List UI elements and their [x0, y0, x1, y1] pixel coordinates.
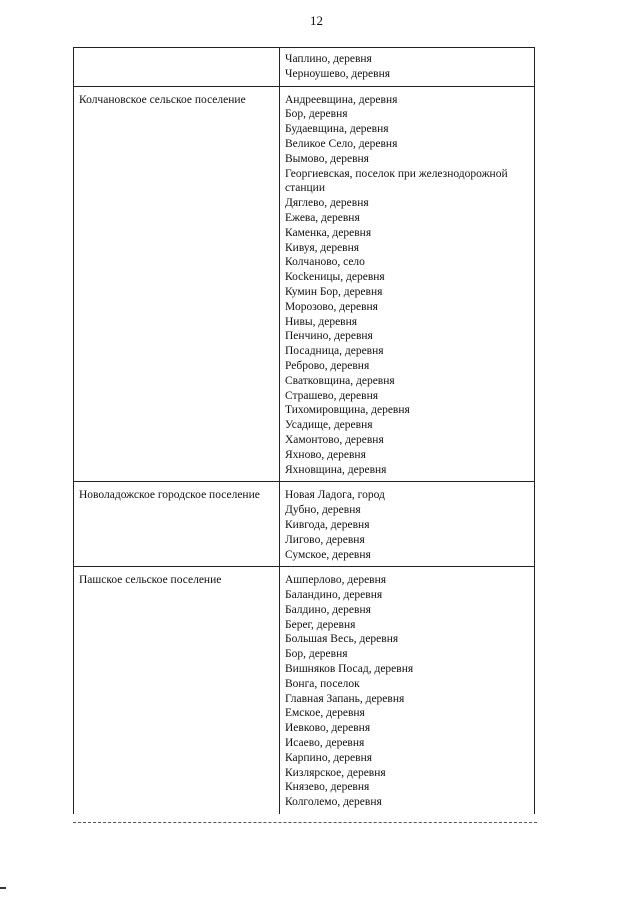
settlement-name-cell: Пашское сельское поселение	[74, 567, 280, 814]
localities-cell	[280, 567, 535, 814]
locality-item: Будаевщина, деревня	[285, 123, 389, 136]
locality-item: Посадница, деревня	[285, 345, 384, 358]
locality-item: Георгиевская, поселок при железнодорожной станции	[285, 167, 508, 195]
locality-item: Великое Село, деревня	[285, 137, 398, 150]
locality-item: Косkеницы, деревня	[285, 271, 385, 284]
locality-item: Пенчино, деревня	[285, 330, 373, 343]
locality-item: Дяглево, деревня	[285, 197, 369, 210]
locality-item: Каменка, деревня	[285, 226, 372, 239]
locality-item: Колголемо, деревня	[285, 796, 382, 809]
margin-mark	[0, 887, 6, 889]
locality-item: Колчаново, село	[285, 256, 365, 269]
locality-item: Сумское, деревня	[285, 548, 371, 561]
locality-item: Бор, деревня	[285, 648, 348, 661]
locality-item: Баландино, деревня	[285, 589, 383, 602]
localities-cell	[280, 48, 535, 87]
locality-item: Бор, деревня	[285, 108, 348, 121]
locality-item: Андреевщина, деревня	[285, 93, 398, 106]
locality-item: Вонга, поселок	[285, 677, 360, 690]
locality-item: Яхновщина, деревня	[285, 463, 387, 476]
locality-item: Страшево, деревня	[285, 389, 379, 402]
locality-item: Иевково, деревня	[285, 722, 371, 735]
table-row	[74, 482, 535, 567]
settlements-table	[73, 47, 535, 814]
table-row	[74, 567, 535, 814]
locality-item: Вымово, деревня	[285, 152, 369, 165]
locality-item: Кивуя, деревня	[285, 241, 360, 254]
locality-item: Лиговo, деревня	[285, 533, 365, 546]
locality-item: Емское, деревня	[285, 707, 365, 720]
locality-item: Хамонтово, деревня	[285, 433, 384, 446]
settlements-table-body	[74, 48, 535, 815]
locality-item: Кивгода, деревня	[285, 518, 370, 531]
page-number: 12	[310, 13, 323, 28]
locality-item: Исаево, деревня	[285, 737, 365, 750]
locality-item: Большая Весь, деревня	[285, 633, 399, 646]
locality-item: Новая Ладога, город	[285, 489, 385, 502]
localities-cell	[280, 86, 535, 482]
locality-item: Ежева, деревня	[285, 211, 360, 224]
locality-item: Вишняков Посад, деревня	[285, 663, 414, 676]
locality-item: Дубно, деревня	[285, 504, 361, 517]
locality-item: Кизлярское, деревня	[285, 766, 386, 779]
locality-item: Усадище, деревня	[285, 419, 373, 432]
locality-item: Нивы, деревня	[285, 315, 358, 328]
locality-item: Яхново, деревня	[285, 448, 366, 461]
locality-item: Черноушево, деревня	[285, 67, 391, 80]
locality-item: Князево, деревня	[285, 781, 370, 794]
locality-item: Балдино, деревня	[285, 603, 371, 616]
table-row	[74, 48, 535, 87]
locality-item: Морозово, деревня	[285, 300, 378, 313]
settlement-name-cell: Новоладожское городское поселение	[74, 482, 280, 567]
locality-item: Сватковщина, деревня	[285, 374, 395, 387]
localities-cell	[280, 482, 535, 567]
settlement-name-cell	[74, 48, 280, 87]
locality-item: Чаплино, деревня	[285, 53, 372, 65]
locality-item: Кумин Бор, деревня	[285, 285, 383, 298]
locality-item: Главная Запань, деревня	[285, 692, 405, 705]
page-cut-edge	[73, 822, 537, 823]
locality-item: Реброво, деревня	[285, 359, 370, 372]
locality-item: Ашперлово, деревня	[285, 574, 387, 587]
locality-item: Карпино, деревня	[285, 751, 373, 764]
locality-item: Тихомировщина, деревня	[285, 404, 410, 417]
settlement-name-cell: Колчановское сельское поселение	[74, 86, 280, 482]
table-row	[74, 86, 535, 482]
locality-item: Берег, деревня	[285, 618, 356, 631]
